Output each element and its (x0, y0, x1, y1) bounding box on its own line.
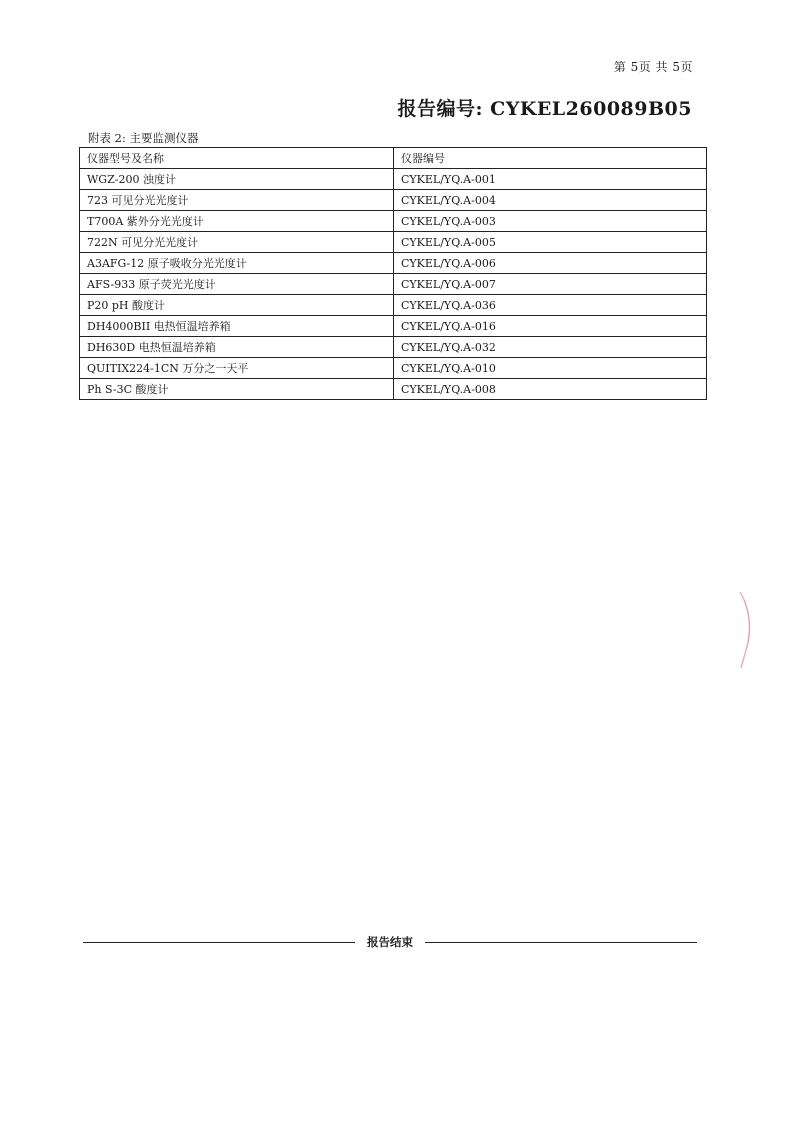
instrument-id-cell: CYKEL/YQ.A-003 (394, 211, 707, 232)
header-instrument-name: 仪器型号及名称 (80, 148, 394, 169)
report-number: 报告编号: CYKEL260089B05 (397, 98, 692, 120)
table-row (80, 274, 707, 295)
table-header-row (80, 148, 707, 169)
page-number: 第 5页 共 5页 (613, 60, 693, 74)
instrument-table (79, 147, 707, 400)
divider-line-right (425, 942, 697, 943)
instrument-name-cell: Ph S-3C 酸度计 (80, 379, 394, 400)
table-row (80, 190, 707, 211)
instrument-id-cell: CYKEL/YQ.A-032 (394, 337, 707, 358)
instrument-id-cell: CYKEL/YQ.A-005 (394, 232, 707, 253)
instrument-name-cell: P20 pH 酸度计 (80, 295, 394, 316)
table-row (80, 253, 707, 274)
report-end-divider (83, 934, 697, 950)
instrument-id-cell: CYKEL/YQ.A-016 (394, 316, 707, 337)
instrument-name-cell: WGZ-200 浊度计 (80, 169, 394, 190)
table-row (80, 295, 707, 316)
instrument-name-cell: DH630D 电热恒温培养箱 (80, 337, 394, 358)
instrument-id-cell: CYKEL/YQ.A-006 (394, 253, 707, 274)
table-caption: 附表 2: 主要监测仪器 (88, 131, 199, 145)
table-row (80, 379, 707, 400)
report-end-text: 报告结束 (367, 935, 413, 949)
instrument-id-cell: CYKEL/YQ.A-004 (394, 190, 707, 211)
instrument-name-cell: 722N 可见分光光度计 (80, 232, 394, 253)
instrument-id-cell: CYKEL/YQ.A-036 (394, 295, 707, 316)
instrument-id-cell: CYKEL/YQ.A-007 (394, 274, 707, 295)
instrument-name-cell: DH4000BII 电热恒温培养箱 (80, 316, 394, 337)
header-instrument-id: 仪器编号 (394, 148, 707, 169)
instrument-name-cell: 723 可见分光光度计 (80, 190, 394, 211)
table-row (80, 169, 707, 190)
instrument-name-cell: T700A 紫外分光光度计 (80, 211, 394, 232)
seal-edge-mark (736, 590, 756, 670)
instrument-name-cell: A3AFG-12 原子吸收分光光度计 (80, 253, 394, 274)
table-row (80, 316, 707, 337)
table-row (80, 211, 707, 232)
table-row (80, 337, 707, 358)
instrument-id-cell: CYKEL/YQ.A-010 (394, 358, 707, 379)
instrument-id-cell: CYKEL/YQ.A-008 (394, 379, 707, 400)
table-row (80, 358, 707, 379)
instrument-name-cell: QUITIX224-1CN 万分之一天平 (80, 358, 394, 379)
table-row (80, 232, 707, 253)
instrument-id-cell: CYKEL/YQ.A-001 (394, 169, 707, 190)
divider-line-left (83, 942, 355, 943)
instrument-name-cell: AFS-933 原子荧光光度计 (80, 274, 394, 295)
